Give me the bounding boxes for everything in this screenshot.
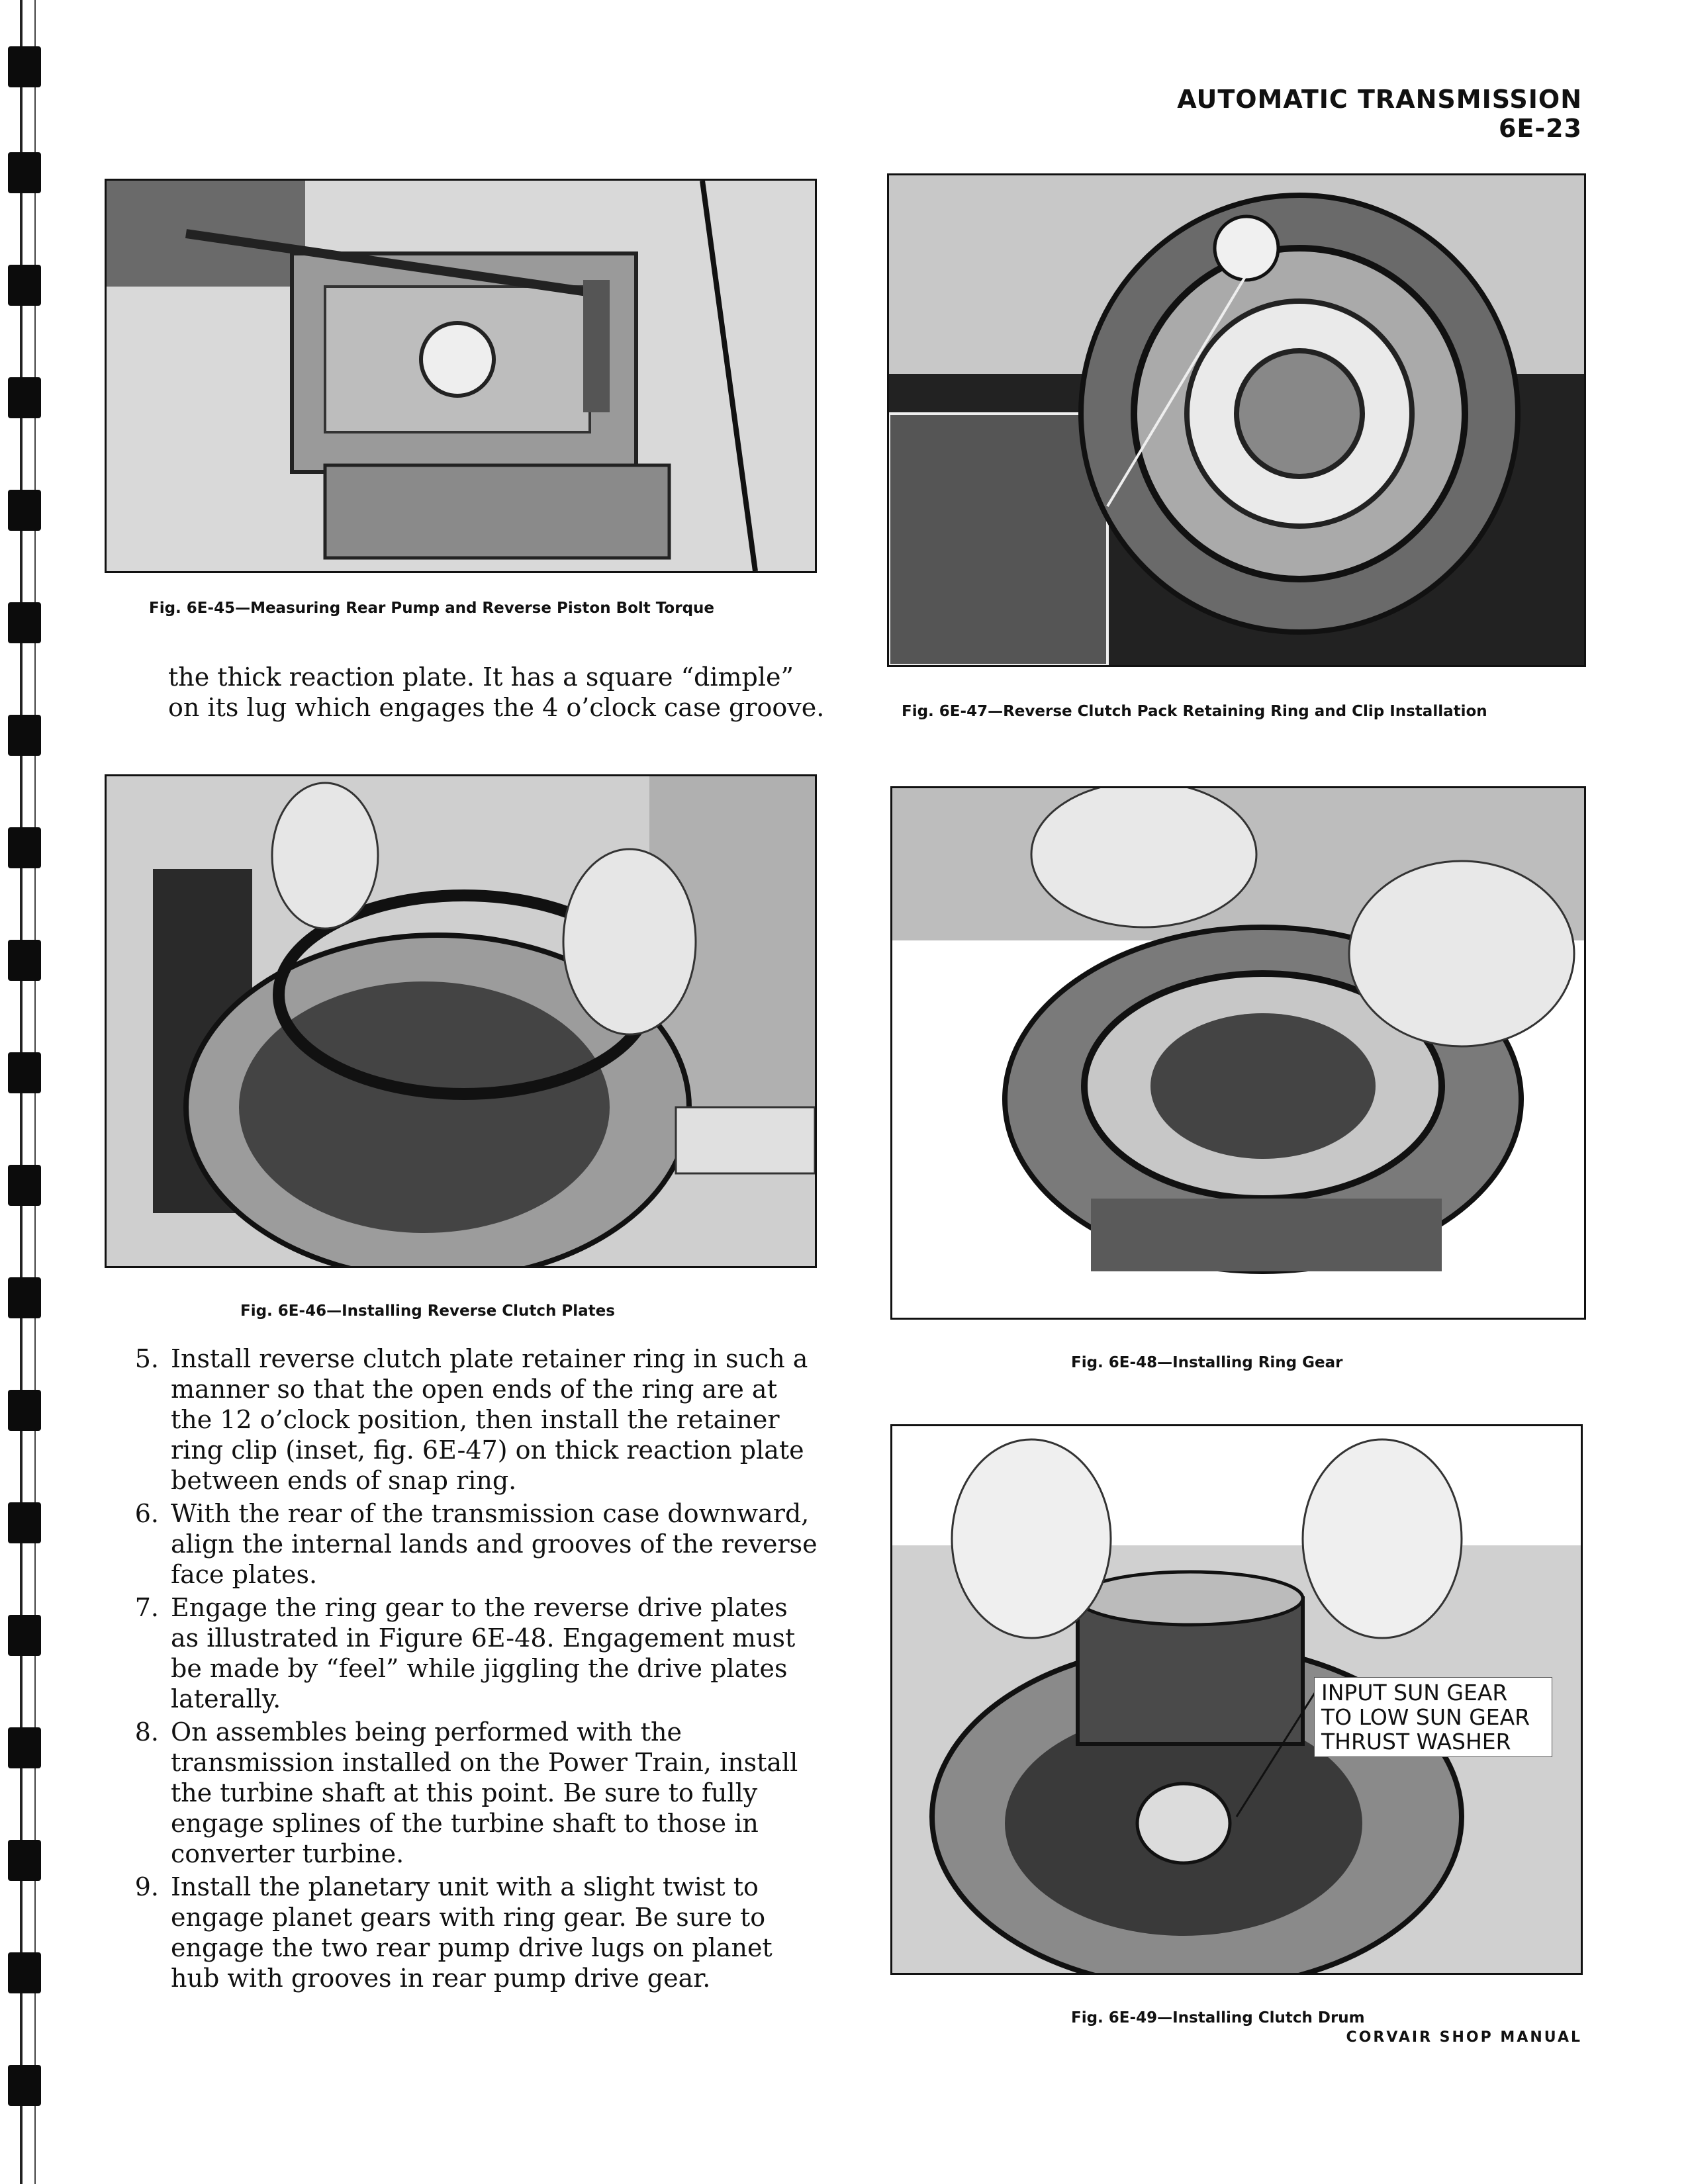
intro-paragraph [168, 662, 830, 723]
procedure-step [119, 1592, 821, 1714]
step-number: 6. [134, 1499, 159, 1528]
figure-6e-46-caption: Fig. 6E-46—Installing Reverse Clutch Plates [240, 1302, 615, 1320]
figure-6e-47-caption: Fig. 6E-47—Reverse Clutch Pack Retaining Ring and Clip Installation [902, 703, 1487, 720]
binding-hole [8, 715, 41, 756]
binding-hole [8, 265, 41, 306]
figure-6e-46-photo [105, 774, 817, 1268]
binding-hole [8, 827, 41, 868]
spiral-binding [0, 0, 46, 2184]
step-text: On assembles being performed with the transmission installed on the Power Train, install the turbine shaft at this point. Be sure to fully engage splines of the turbine shaft to those in converter turbine. [171, 1717, 798, 1868]
retaining-ring-illustration [889, 175, 1584, 665]
binding-hole [8, 1727, 41, 1768]
step-text: Engage the ring gear to the reverse drive plates as illustrated in Figure 6E-48. Engagement must be made by “feel” while jiggling the drive plates laterally. [171, 1593, 796, 1713]
figure-6e-48-caption: Fig. 6E-48—Installing Ring Gear [1071, 1354, 1343, 1371]
binding-hole [8, 2065, 41, 2106]
binding-hole [8, 1502, 41, 1543]
procedure-step [119, 1343, 821, 1496]
intro-line: the thick reaction plate. It has a square “dimple” [168, 662, 794, 692]
binding-hole [8, 1052, 41, 1093]
procedure-step [119, 1717, 821, 1869]
label-line: THRUST WASHER [1321, 1729, 1511, 1754]
binding-hole [8, 1165, 41, 1206]
binding-hole [8, 1840, 41, 1881]
figure-6e-45-caption: Fig. 6E-45—Measuring Rear Pump and Reverse Piston Bolt Torque [149, 600, 715, 617]
thrust-washer-label [1314, 1677, 1552, 1757]
step-text: Install reverse clutch plate retainer ring in such a manner so that the open ends of the ring are at the 12 o’clock position, then install the retainer ring clip (inset, fig. 6E-47) on thick reaction plate between ends of snap ring. [171, 1344, 808, 1495]
figure-6e-49-caption: Fig. 6E-49—Installing Clutch Drum [1071, 2009, 1365, 2026]
procedure-step [119, 1872, 821, 1993]
step-text: With the rear of the transmission case downward, align the internal lands and grooves of the reverse face plates. [171, 1499, 818, 1589]
figure-6e-48-photo [890, 786, 1586, 1320]
figure-6e-47-photo [887, 173, 1586, 667]
procedure-step [119, 1498, 821, 1590]
intro-line: on its lug which engages the 4 o’clock case groove. [168, 693, 825, 722]
binding-hole [8, 602, 41, 643]
step-number: 5. [134, 1344, 159, 1373]
page-footer: CORVAIR SHOP MANUAL [1346, 2029, 1582, 2046]
binding-hole [8, 1390, 41, 1431]
label-line: INPUT SUN GEAR [1321, 1680, 1508, 1706]
binding-hole [8, 1615, 41, 1656]
binding-hole [8, 940, 41, 981]
binding-hole [8, 152, 41, 193]
reverse-clutch-plates-illustration [107, 776, 815, 1266]
binding-hole [8, 1277, 41, 1318]
step-number: 7. [134, 1593, 159, 1622]
step-number: 8. [134, 1717, 159, 1747]
figure-6e-45-photo [105, 179, 817, 573]
step-number: 9. [134, 1872, 159, 1901]
binding-hole [8, 377, 41, 418]
binding-hole [8, 1952, 41, 1993]
label-line: TO LOW SUN GEAR [1321, 1704, 1530, 1730]
binding-hole [8, 46, 41, 87]
ring-gear-illustration [892, 788, 1584, 1318]
binding-hole [8, 490, 41, 531]
step-text: Install the planetary unit with a slight twist to engage planet gears with ring gear. Be sure to engage the two rear pump drive lugs on planet hub with grooves in rear pump drive gear. [171, 1872, 773, 1993]
page-header: AUTOMATIC TRANSMISSION 6E-23 [1177, 85, 1582, 143]
procedure-steps [119, 1343, 821, 1996]
pump-torque-illustration [107, 181, 815, 571]
